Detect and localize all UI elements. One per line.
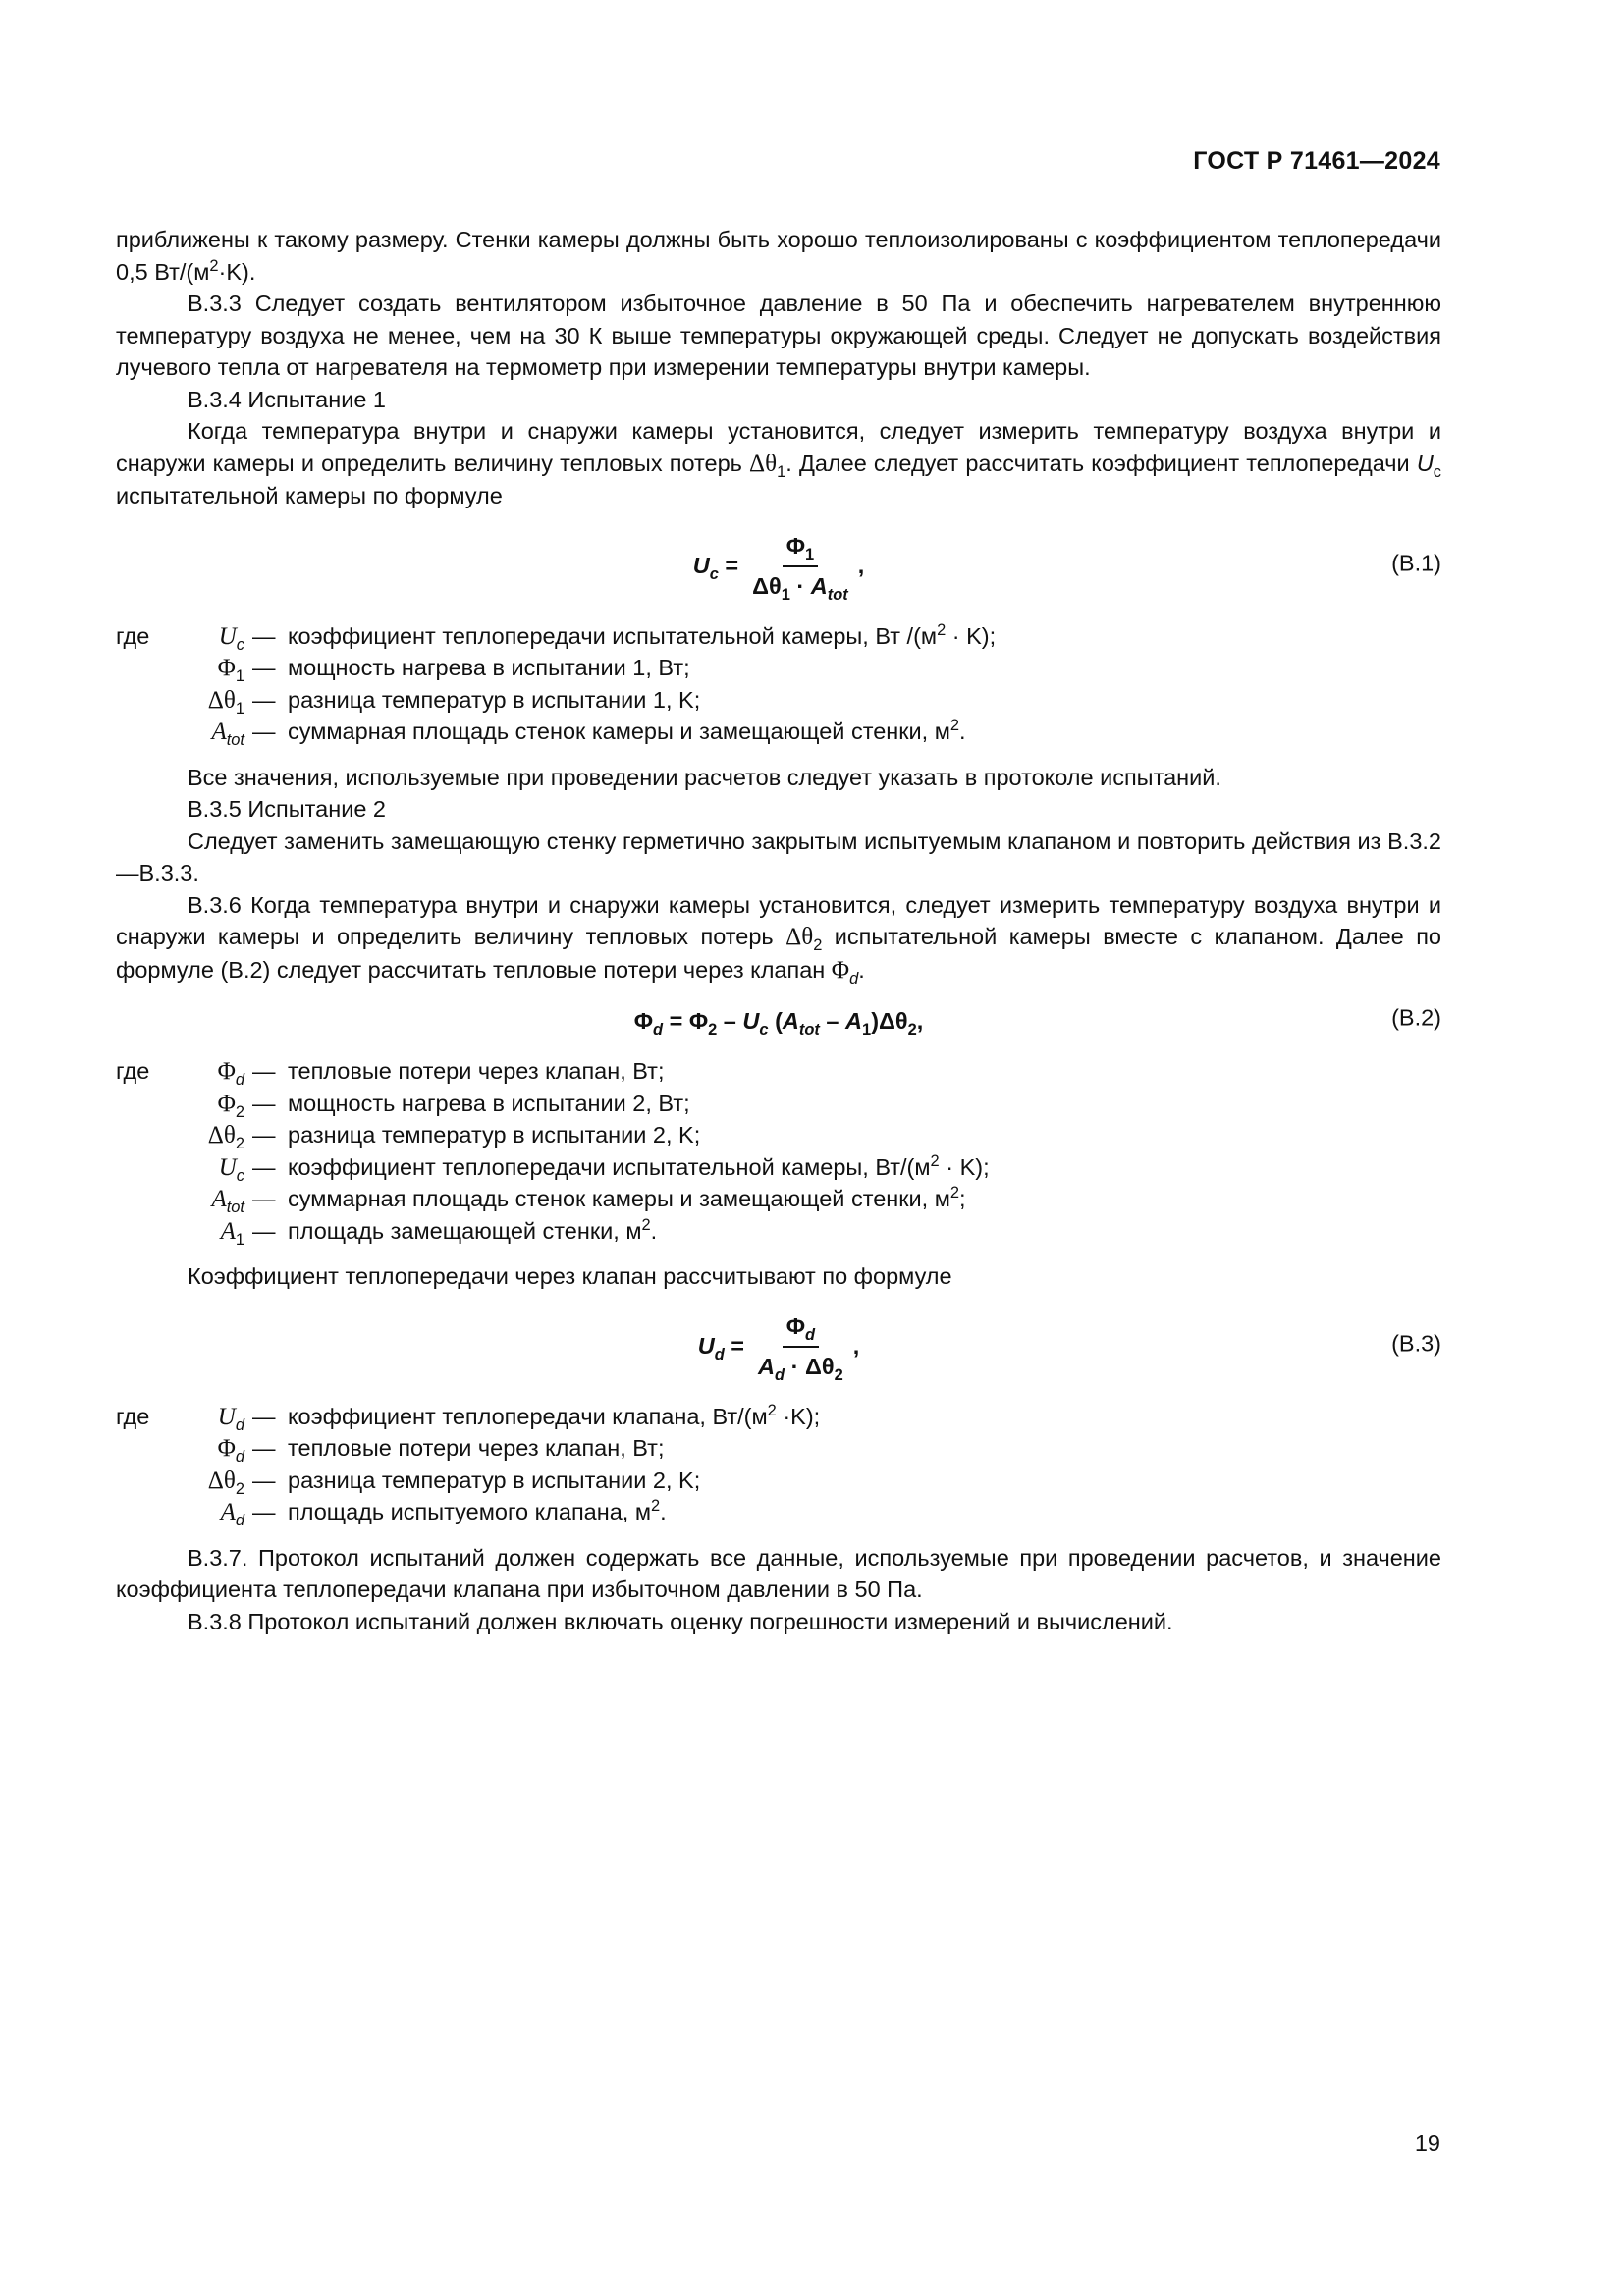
definition-list xyxy=(116,620,1441,748)
definition-row: $A_{tot}$ — суммарная площадь стенок камеры и замещающей стенки, $м^2$. xyxy=(211,716,966,749)
paragraph: Когда температура внутри и снаружи камеры установится, следует измерить температуру воздуха внутри и снаружи камеры и определить величину тепловых потерь $\Delta\theta_1$. Далее следует рассчитать коэффициент теплопередачи $U_c$ испытательной камеры по формуле xyxy=(116,418,1442,508)
document-body xyxy=(116,224,1441,1637)
definition-row: $\Phi_2$ — мощность нагрева в испытании 2, Вт; xyxy=(217,1090,690,1121)
definition-row: $\Delta\theta_2$ — разница температур в испытании 2, K; xyxy=(207,1122,701,1152)
definition-row: $A_d$ — площадь испытуемого клапана, $м^2$. xyxy=(220,1496,667,1529)
fraction: $\frac{\Phi_d}{A_d \cdot \Delta\theta_2}$ xyxy=(754,1310,847,1382)
paragraph: Следует заменить замещающую стенку герметично закрытым испытуемым клапаном и повторить действия из В.3.2—В.3.3. xyxy=(116,828,1441,885)
formula-b3: $U_d$ = $\frac{\Phi_d}{A_d \cdot \Delta\theta_2}$ , (В.3) xyxy=(116,1293,1441,1401)
definition-row: где $\Phi_d$ — тепловые потери через клапан, Вт; xyxy=(116,1058,665,1089)
paragraph: приближены к такому размеру. Стенки камеры должны быть хорошо теплоизолированы с коэффициентом теплопередачи 0,5 $Вт/(м^2\cdot K)$. xyxy=(116,227,1441,285)
paragraph: В.3.8 Протокол испытаний должен включать оценку погрешности измерений и вычислений. xyxy=(188,1608,1173,1634)
paragraph: Коэффициент теплопередачи через клапан рассчитывают по формуле xyxy=(188,1263,952,1289)
definition-row: $\Delta\theta_2$ — разница температур в испытании 2, K; xyxy=(207,1467,701,1498)
definition-row: $A_1$ — площадь замещающей стенки, $м^2$. xyxy=(220,1215,658,1249)
definition-row: $\Phi_1$ — мощность нагрева в испытании 1, Вт; xyxy=(217,655,690,685)
fraction: $\frac{\Phi_1}{\Delta\theta_1 \cdot A_{tot}}$ xyxy=(748,530,852,602)
definition-row: $\Delta\theta_1$ — разница температур в испытании 1, K; xyxy=(207,686,701,718)
definition-row: $\Phi_d$ — тепловые потери через клапан, Вт; xyxy=(217,1435,665,1466)
definition-row: $A_{tot}$ — суммарная площадь стенок камеры и замещающей стенки, $м^2$; xyxy=(211,1183,966,1216)
page-number: 19 xyxy=(1414,2130,1440,2156)
definition-row: где $U_d$ — коэффициент теплопередачи клапана, $Вт/(м^2 \cdot K)$; xyxy=(116,1401,821,1434)
paragraph: В.3.6 Когда температура внутри и снаружи камеры установится, следует измерить температуру воздуха внутри и снаружи камеры и определить величину тепловых потерь $\Delta\theta_2$ испытательной камеры вместе с клапаном. Далее по формуле (В.2) следует рассчитать тепловые потери через клапан $\Phi_d$. xyxy=(116,891,1441,988)
paragraph: В.3.7. Протокол испытаний должен содержать все данные, используемые при проведении расчетов, и значение коэффициента теплопередачи клапана при избыточном давлении в 50 Па. xyxy=(116,1544,1441,1602)
definition-row: $U_c$ — коэффициент теплопередачи испытательной камеры, $Вт/(м^2 \cdot K)$; xyxy=(218,1151,990,1185)
formula-number: (В.1) xyxy=(1391,550,1441,575)
formula-number: (В.3) xyxy=(1391,1330,1441,1356)
formula-b1: $U_c$ = $\frac{\Phi_1}{\Delta\theta_1 \cdot A_{tot}}$ , (В.1) xyxy=(116,512,1441,620)
definition-list xyxy=(116,1055,1441,1247)
section-heading: В.3.5 Испытание 2 xyxy=(188,796,386,822)
paragraph: В.3.3 Следует создать вентилятором избыточное давление в 50 Па и обеспечить нагревателем внутреннюю температуру воздуха не менее, чем на 30 К выше температуры окружающей среды. Следует не допускать воздействия лучевого тепла от нагревателя на термометр при измерении температуры внутри камеры. xyxy=(116,291,1441,380)
definition-row: где $U_c$ — коэффициент теплопередачи испытательной камеры, Вт $/(м^2 \cdot K)$; xyxy=(116,620,997,654)
document-header: ГОСТ Р 71461—2024 xyxy=(1193,147,1440,175)
definition-list xyxy=(116,1401,1441,1528)
formula-number: (В.2) xyxy=(1391,1004,1441,1031)
section-heading: В.3.4 Испытание 1 xyxy=(188,386,386,412)
formula-b2: $\Phi_d = \Phi_2 - U_c$ $(A_{tot} - A_1)\Delta\theta_2$, (В.2) xyxy=(116,987,1441,1055)
paragraph: Все значения, используемые при проведении расчетов следует указать в протоколе испытаний. xyxy=(188,764,1221,790)
